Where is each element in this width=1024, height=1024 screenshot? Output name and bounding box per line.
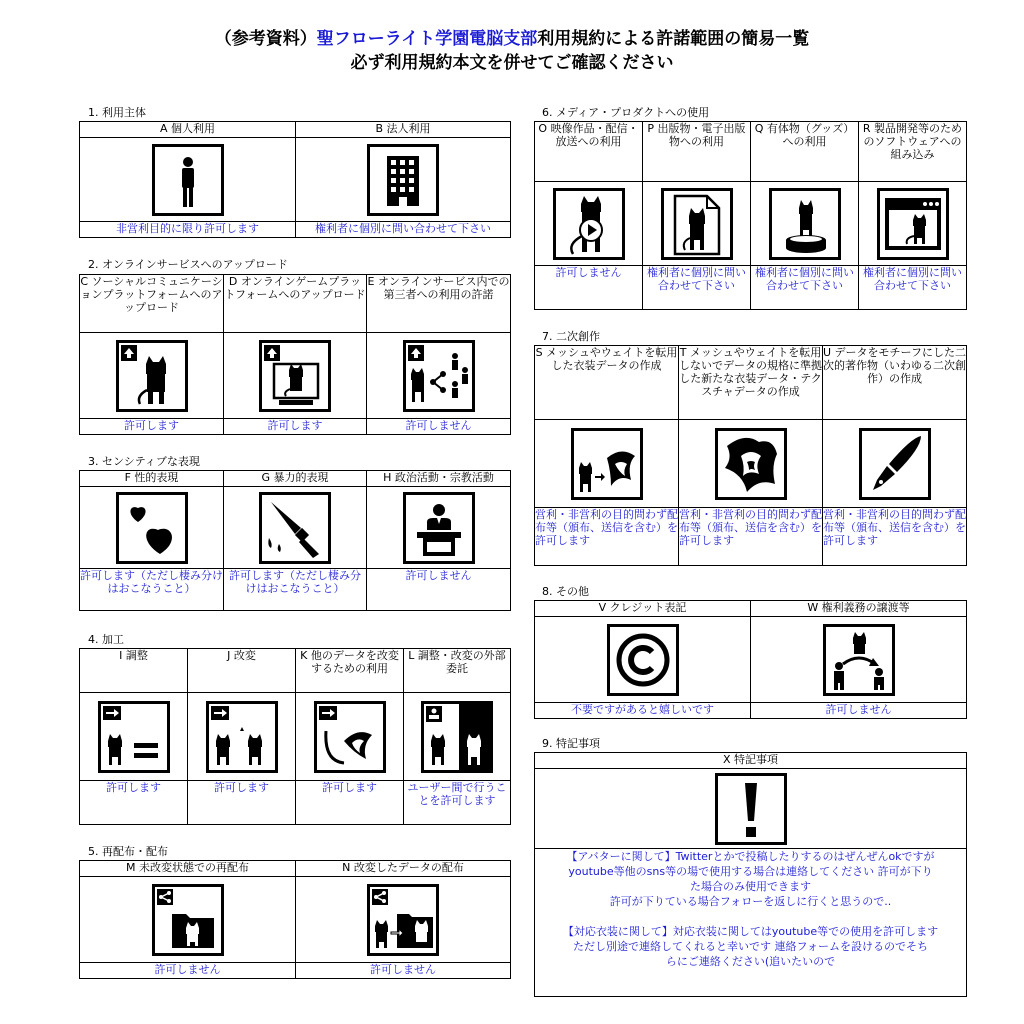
item-a-permission: 非営利目的に限り許可します xyxy=(80,222,296,238)
item-k-icon-cell xyxy=(296,693,404,781)
document-icon xyxy=(661,188,733,260)
item-u-permission: 営利・非営利の目的問わず配布等（頒布、送信を含む）を許可します xyxy=(823,508,967,566)
note-line: ただし別途で連絡してくれると幸いです 連絡フォームを設けるのでそち xyxy=(573,940,928,953)
item-c-icon-cell xyxy=(80,333,224,419)
item-b-header: B 法人利用 xyxy=(296,122,511,138)
title-suffix: 利用規約による許諾範囲の簡易一覧 xyxy=(537,29,810,49)
item-f-permission: 許可します（ただし棲み分けはおこなうこと） xyxy=(80,569,224,611)
video-icon xyxy=(553,188,625,260)
section-1-table xyxy=(79,121,511,238)
item-t-header: T メッシュやウェイトを転用しないでデータの規格に準拠した新たな衣装データ・テクスチャデータの作成 xyxy=(679,346,823,420)
item-o-header: O 映像作品・配信・放送への利用 xyxy=(535,122,643,182)
page-title xyxy=(0,27,1024,75)
item-u-header: U データをモチーフにした二次的著作物（いわゆる二次創作）の作成 xyxy=(823,346,967,420)
item-p-permission: 権利者に個別に問い合わせて下さい xyxy=(643,266,751,310)
item-x-icon-cell xyxy=(535,769,967,849)
item-h-header: H 政治活動・宗教活動 xyxy=(367,471,511,487)
item-s-header: S メッシュやウェイトを転用した衣装データの作成 xyxy=(535,346,679,420)
cloth-icon xyxy=(715,428,787,500)
item-e-icon-cell xyxy=(367,333,511,419)
cloth-cat-icon xyxy=(571,428,643,500)
person-icon xyxy=(152,144,224,216)
item-c-header: C ソーシャルコミュニケーションプラットフォームへのアップロード xyxy=(80,275,224,333)
exclamation-icon xyxy=(715,773,787,845)
item-m-icon-cell xyxy=(80,877,296,963)
copyright-icon xyxy=(607,624,679,696)
section-7-label: 7. 二次創作 xyxy=(542,330,600,343)
item-v-icon-cell xyxy=(535,617,751,703)
note-line: た場合のみ使用できます xyxy=(690,880,811,893)
item-b-icon-cell xyxy=(296,138,511,222)
note-line: youtube等他のsns等の場で使用する場合は連絡してください 許可が下り xyxy=(568,865,933,878)
item-j-permission: 許可します xyxy=(188,781,296,825)
section-3-table xyxy=(79,470,511,611)
item-u-icon-cell xyxy=(823,420,967,508)
section-5-label: 5. 再配布・配布 xyxy=(88,845,168,858)
item-n-icon-cell xyxy=(296,877,511,963)
item-i-header: I 調整 xyxy=(80,649,188,693)
section-2-table xyxy=(79,274,511,435)
item-k-header: K 他のデータを改変するための利用 xyxy=(296,649,404,693)
item-i-icon-cell xyxy=(80,693,188,781)
pen-icon xyxy=(859,428,931,500)
item-c-permission: 許可します xyxy=(80,419,224,435)
figure-icon xyxy=(769,188,841,260)
modify-other-icon xyxy=(314,701,386,773)
item-h-permission: 許可しません xyxy=(367,569,511,611)
item-r-permission: 権利者に個別に問い合わせて下さい xyxy=(859,266,967,310)
item-n-permission: 許可しません xyxy=(296,963,511,979)
item-k-permission: 許可します xyxy=(296,781,404,825)
item-d-permission: 許可します xyxy=(224,419,367,435)
item-q-permission: 権利者に個別に問い合わせて下さい xyxy=(751,266,859,310)
item-w-permission: 許可しません xyxy=(751,703,967,719)
note-line: 【アバターに関して】Twitterとかで投稿したりするのはぜんぜんokですが xyxy=(566,850,935,863)
title-line-1 xyxy=(0,27,1024,51)
title-line-2: 必ず利用規約本文を併せてご確認ください xyxy=(350,53,674,73)
section-6-label: 6. メディア・プロダクトへの使用 xyxy=(542,106,710,119)
item-v-header: V クレジット表記 xyxy=(535,601,751,617)
item-w-icon-cell xyxy=(751,617,967,703)
item-n-header: N 改変したデータの配布 xyxy=(296,861,511,877)
knife-icon xyxy=(259,492,331,564)
item-m-permission: 許可しません xyxy=(80,963,296,979)
item-x-header: X 特記事項 xyxy=(535,753,967,769)
section-1-label: 1. 利用主体 xyxy=(88,106,146,119)
item-i-permission: 許可します xyxy=(80,781,188,825)
item-f-icon-cell xyxy=(80,487,224,569)
special-note xyxy=(535,849,967,997)
item-t-permission: 営利・非営利の目的問わず配布等（頒布、送信を含む）を許可します xyxy=(679,508,823,566)
item-j-header: J 改変 xyxy=(188,649,296,693)
transfer-icon xyxy=(823,624,895,696)
upload-cat-monitor-icon xyxy=(259,340,331,412)
item-g-permission: 許可します（ただし棲み分けはおこなうこと） xyxy=(224,569,367,611)
hearts-icon xyxy=(116,492,188,564)
software-icon xyxy=(877,188,949,260)
share-folder-icon xyxy=(152,884,224,956)
podium-icon xyxy=(403,492,475,564)
section-9-table xyxy=(534,752,967,997)
section-4-label: 4. 加工 xyxy=(88,633,124,646)
section-8-table xyxy=(534,600,967,719)
item-v-permission: 不要ですがあると嬉しいです xyxy=(535,703,751,719)
section-2-label: 2. オンラインサービスへのアップロード xyxy=(88,258,288,271)
item-w-header: W 権利義務の譲渡等 xyxy=(751,601,967,617)
section-7-table xyxy=(534,345,967,566)
item-o-permission: 許可しません xyxy=(535,266,643,310)
note-line xyxy=(535,909,966,924)
item-m-header: M 未改変状態での再配布 xyxy=(80,861,296,877)
item-a-header: A 個人利用 xyxy=(80,122,296,138)
item-l-header: L 調整・改変の外部委託 xyxy=(404,649,511,693)
title-prefix: （参考資料） xyxy=(214,29,317,49)
item-l-icon-cell xyxy=(404,693,511,781)
title-org: 聖フローライト学園電脳支部 xyxy=(316,29,538,49)
item-d-icon-cell xyxy=(224,333,367,419)
item-p-icon-cell xyxy=(643,182,751,266)
share-modified-icon xyxy=(367,884,439,956)
modify-icon xyxy=(206,701,278,773)
item-e-permission: 許可しません xyxy=(367,419,511,435)
section-6-table xyxy=(534,121,967,310)
item-q-icon-cell xyxy=(751,182,859,266)
outsource-icon xyxy=(421,701,493,773)
item-b-permission: 権利者に個別に問い合わせて下さい xyxy=(296,222,511,238)
item-s-icon-cell xyxy=(535,420,679,508)
item-t-icon-cell xyxy=(679,420,823,508)
item-h-icon-cell xyxy=(367,487,511,569)
upload-cat-icon xyxy=(116,340,188,412)
note-line: 許可が下りている場合フォローを返しに行くと思うので.. xyxy=(609,895,892,908)
adjust-icon xyxy=(98,701,170,773)
item-o-icon-cell xyxy=(535,182,643,266)
item-e-header: E オンラインサービス内での第三者への利用の許諾 xyxy=(367,275,511,333)
section-3-label: 3. センシティブな表現 xyxy=(88,455,200,468)
item-a-icon-cell xyxy=(80,138,296,222)
note-line: 【対応衣装に関して】対応衣装に関してはyoutube等での使用を許可します xyxy=(562,925,939,938)
item-s-permission: 営利・非営利の目的問わず配布等（頒布、送信を含む）を許可します xyxy=(535,508,679,566)
section-9-label: 9. 特記事項 xyxy=(542,737,600,750)
item-l-permission: ユーザー間で行うことを許可します xyxy=(404,781,511,825)
note-line: らにご連絡ください(追いたいので xyxy=(665,955,836,968)
section-4-table xyxy=(79,648,511,825)
upload-share-icon xyxy=(403,340,475,412)
item-f-header: F 性的表現 xyxy=(80,471,224,487)
section-8-label: 8. その他 xyxy=(542,585,589,598)
item-r-header: R 製品開発等のためのソフトウェアへの組み込み xyxy=(859,122,967,182)
item-g-header: G 暴力的表現 xyxy=(224,471,367,487)
section-5-table xyxy=(79,860,511,979)
item-q-header: Q 有体物（グッズ）への利用 xyxy=(751,122,859,182)
item-r-icon-cell xyxy=(859,182,967,266)
item-g-icon-cell xyxy=(224,487,367,569)
item-p-header: P 出版物・電子出版物への利用 xyxy=(643,122,751,182)
item-d-header: D オンラインゲームプラットフォームへのアップロード xyxy=(224,275,367,333)
building-icon xyxy=(367,144,439,216)
item-j-icon-cell xyxy=(188,693,296,781)
